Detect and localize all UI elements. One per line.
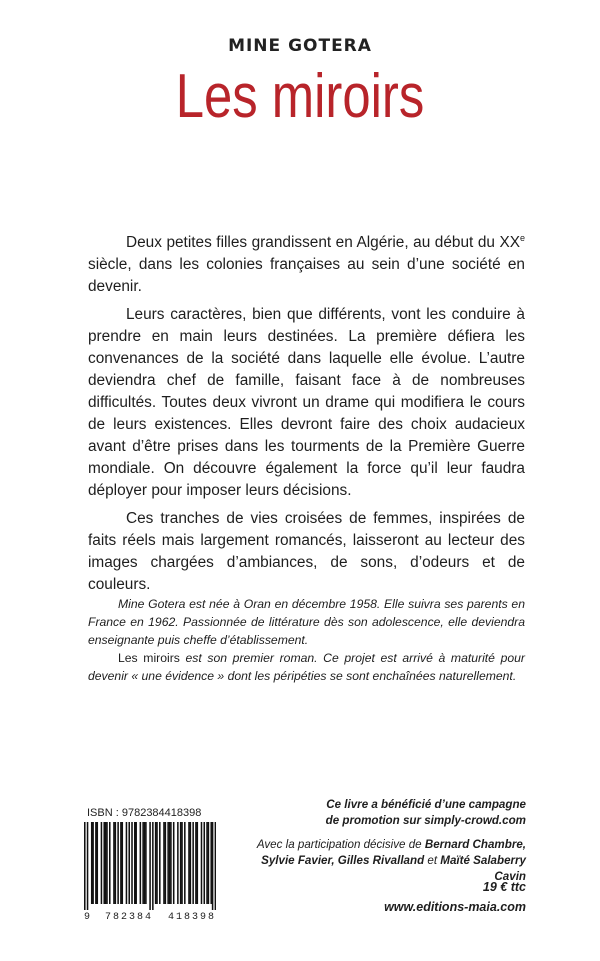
promo-line-1: Ce livre a bénéficié d’une campagne <box>326 798 526 811</box>
participation-names-2: Sylvie Favier, Gilles Rivalland <box>261 854 425 867</box>
barcode-bar <box>215 822 216 910</box>
barcode-bar <box>149 822 151 910</box>
participation-intro: Avec la participation décisive de <box>256 838 425 851</box>
barcode-bar <box>95 822 97 904</box>
book-title: Les miroirs <box>175 62 425 131</box>
barcode-bar <box>163 822 165 904</box>
bio-paragraph-2 <box>88 649 525 685</box>
barcode-bar <box>167 822 169 904</box>
participation-line-1 <box>230 837 526 853</box>
barcode-bar <box>131 822 133 904</box>
synopsis-p1-end: siècle, dans les colonies françaises au sein d’une société en devenir. <box>88 256 525 295</box>
author-name: MINE GOTERA <box>228 36 372 56</box>
barcode-bar <box>156 822 158 904</box>
author-bio <box>88 595 525 685</box>
synopsis-paragraph-1 <box>88 232 525 298</box>
barcode-bar <box>188 822 190 904</box>
barcode-bar <box>115 822 117 904</box>
synopsis-paragraph-3: Ces tranches de vies croisées de femmes, inspirées de faits réels mais largement romancés, laisseront au lecteur des images chargées d’ambiances, de sons, d’odeurs et de couleurs. <box>88 510 525 593</box>
barcode-bar <box>142 822 144 904</box>
barcode-bar <box>170 822 172 904</box>
promo-line-2: de promotion sur simply-crowd.com <box>325 814 526 827</box>
barcode-bar <box>140 822 142 904</box>
barcode-bar <box>122 822 124 904</box>
barcode-bar <box>184 822 186 904</box>
barcode-digit-lead: 9 <box>84 912 91 923</box>
barcode-digits-right: 418398 <box>167 912 216 923</box>
barcode-bar <box>128 822 130 904</box>
barcode-bar <box>210 822 212 904</box>
barcode-bar <box>91 822 93 904</box>
barcode-bar <box>106 822 108 904</box>
bio-p2-rest: est son premier roman. Ce projet est arrivé à maturité pour devenir « une évidence » dont les péripéties se sont enchaînées naturellement. <box>88 651 525 683</box>
synopsis <box>88 232 525 602</box>
barcode-bar <box>145 822 147 904</box>
barcode-bar <box>87 822 89 910</box>
barcode-digits <box>84 912 216 923</box>
barcode-bar <box>152 822 154 910</box>
barcode-bar <box>192 822 194 904</box>
barcode-bar <box>201 822 203 904</box>
barcode-bar <box>97 822 99 904</box>
barcode-bar <box>117 822 119 904</box>
barcode-bar <box>113 822 115 904</box>
barcode-bars <box>84 822 216 910</box>
bio-book-title: Les miroirs <box>118 651 180 665</box>
barcode-bar <box>92 822 94 904</box>
barcode-bar <box>120 822 122 904</box>
participation-and: et <box>424 854 441 867</box>
barcode-bar <box>126 822 128 904</box>
barcode <box>84 822 216 923</box>
synopsis-paragraph-2: Leurs caractères, bien que différents, vont les conduire à prendre en main leurs destinées. La première défiera les convenances de la société dans laquelle elle évolue. L’autre deviendra chef de famille, faisant face à de nombreuses difficultés. Toutes deux vivront un drame qui modifiera le cours de leurs existences. Elles devront faire des choix audacieux avant d’être prises dans les tourments de la Première Guerre mondiale. On découvre également la force qu’il leur faudra déployer pour imposer leurs décisions. <box>88 306 525 499</box>
barcode-bar <box>105 822 107 904</box>
barcode-bar <box>197 822 199 904</box>
price: 19 € ttc <box>482 880 526 894</box>
barcode-bar <box>84 822 86 910</box>
barcode-bar <box>190 822 192 904</box>
barcode-bar <box>203 822 205 904</box>
century-superscript: e <box>519 232 525 243</box>
barcode-bar <box>208 822 210 904</box>
synopsis-p1-start: Deux petites filles grandissent en Algérie, au début du XX <box>126 234 520 251</box>
isbn-label: ISBN : 9782384418398 <box>87 807 202 819</box>
barcode-bar <box>155 822 157 904</box>
barcode-bar <box>134 822 136 904</box>
barcode-bar <box>181 822 183 904</box>
barcode-bar <box>177 822 179 904</box>
barcode-bar <box>212 822 214 910</box>
barcode-bar <box>173 822 175 904</box>
barcode-bar <box>144 822 146 904</box>
barcode-bar <box>180 822 182 904</box>
publisher-website[interactable]: www.editions-maia.com <box>384 900 526 914</box>
bio-paragraph-1: Mine Gotera est née à Oran en décembre 1958. Elle suivra ses parents en France en 1962. Passionnée de littérature dès son adolescence, elle deviendra enseignante puis cheffe d’établissement. <box>88 597 525 647</box>
barcode-bar <box>165 822 167 904</box>
barcode-bar <box>109 822 111 904</box>
participation-note <box>230 837 526 885</box>
barcode-bar <box>101 822 103 904</box>
barcode-bar <box>135 822 137 904</box>
barcode-bar <box>195 822 197 904</box>
promo-note <box>230 797 526 829</box>
barcode-bar <box>206 822 208 904</box>
participation-names-1: Bernard Chambre, <box>424 838 526 851</box>
barcode-digits-left: 782384 <box>104 912 153 923</box>
participation-names-3: Maïté Salaberry Cavin <box>440 854 526 883</box>
barcode-bar <box>103 822 105 904</box>
barcode-bar <box>169 822 171 904</box>
barcode-bar <box>159 822 161 904</box>
